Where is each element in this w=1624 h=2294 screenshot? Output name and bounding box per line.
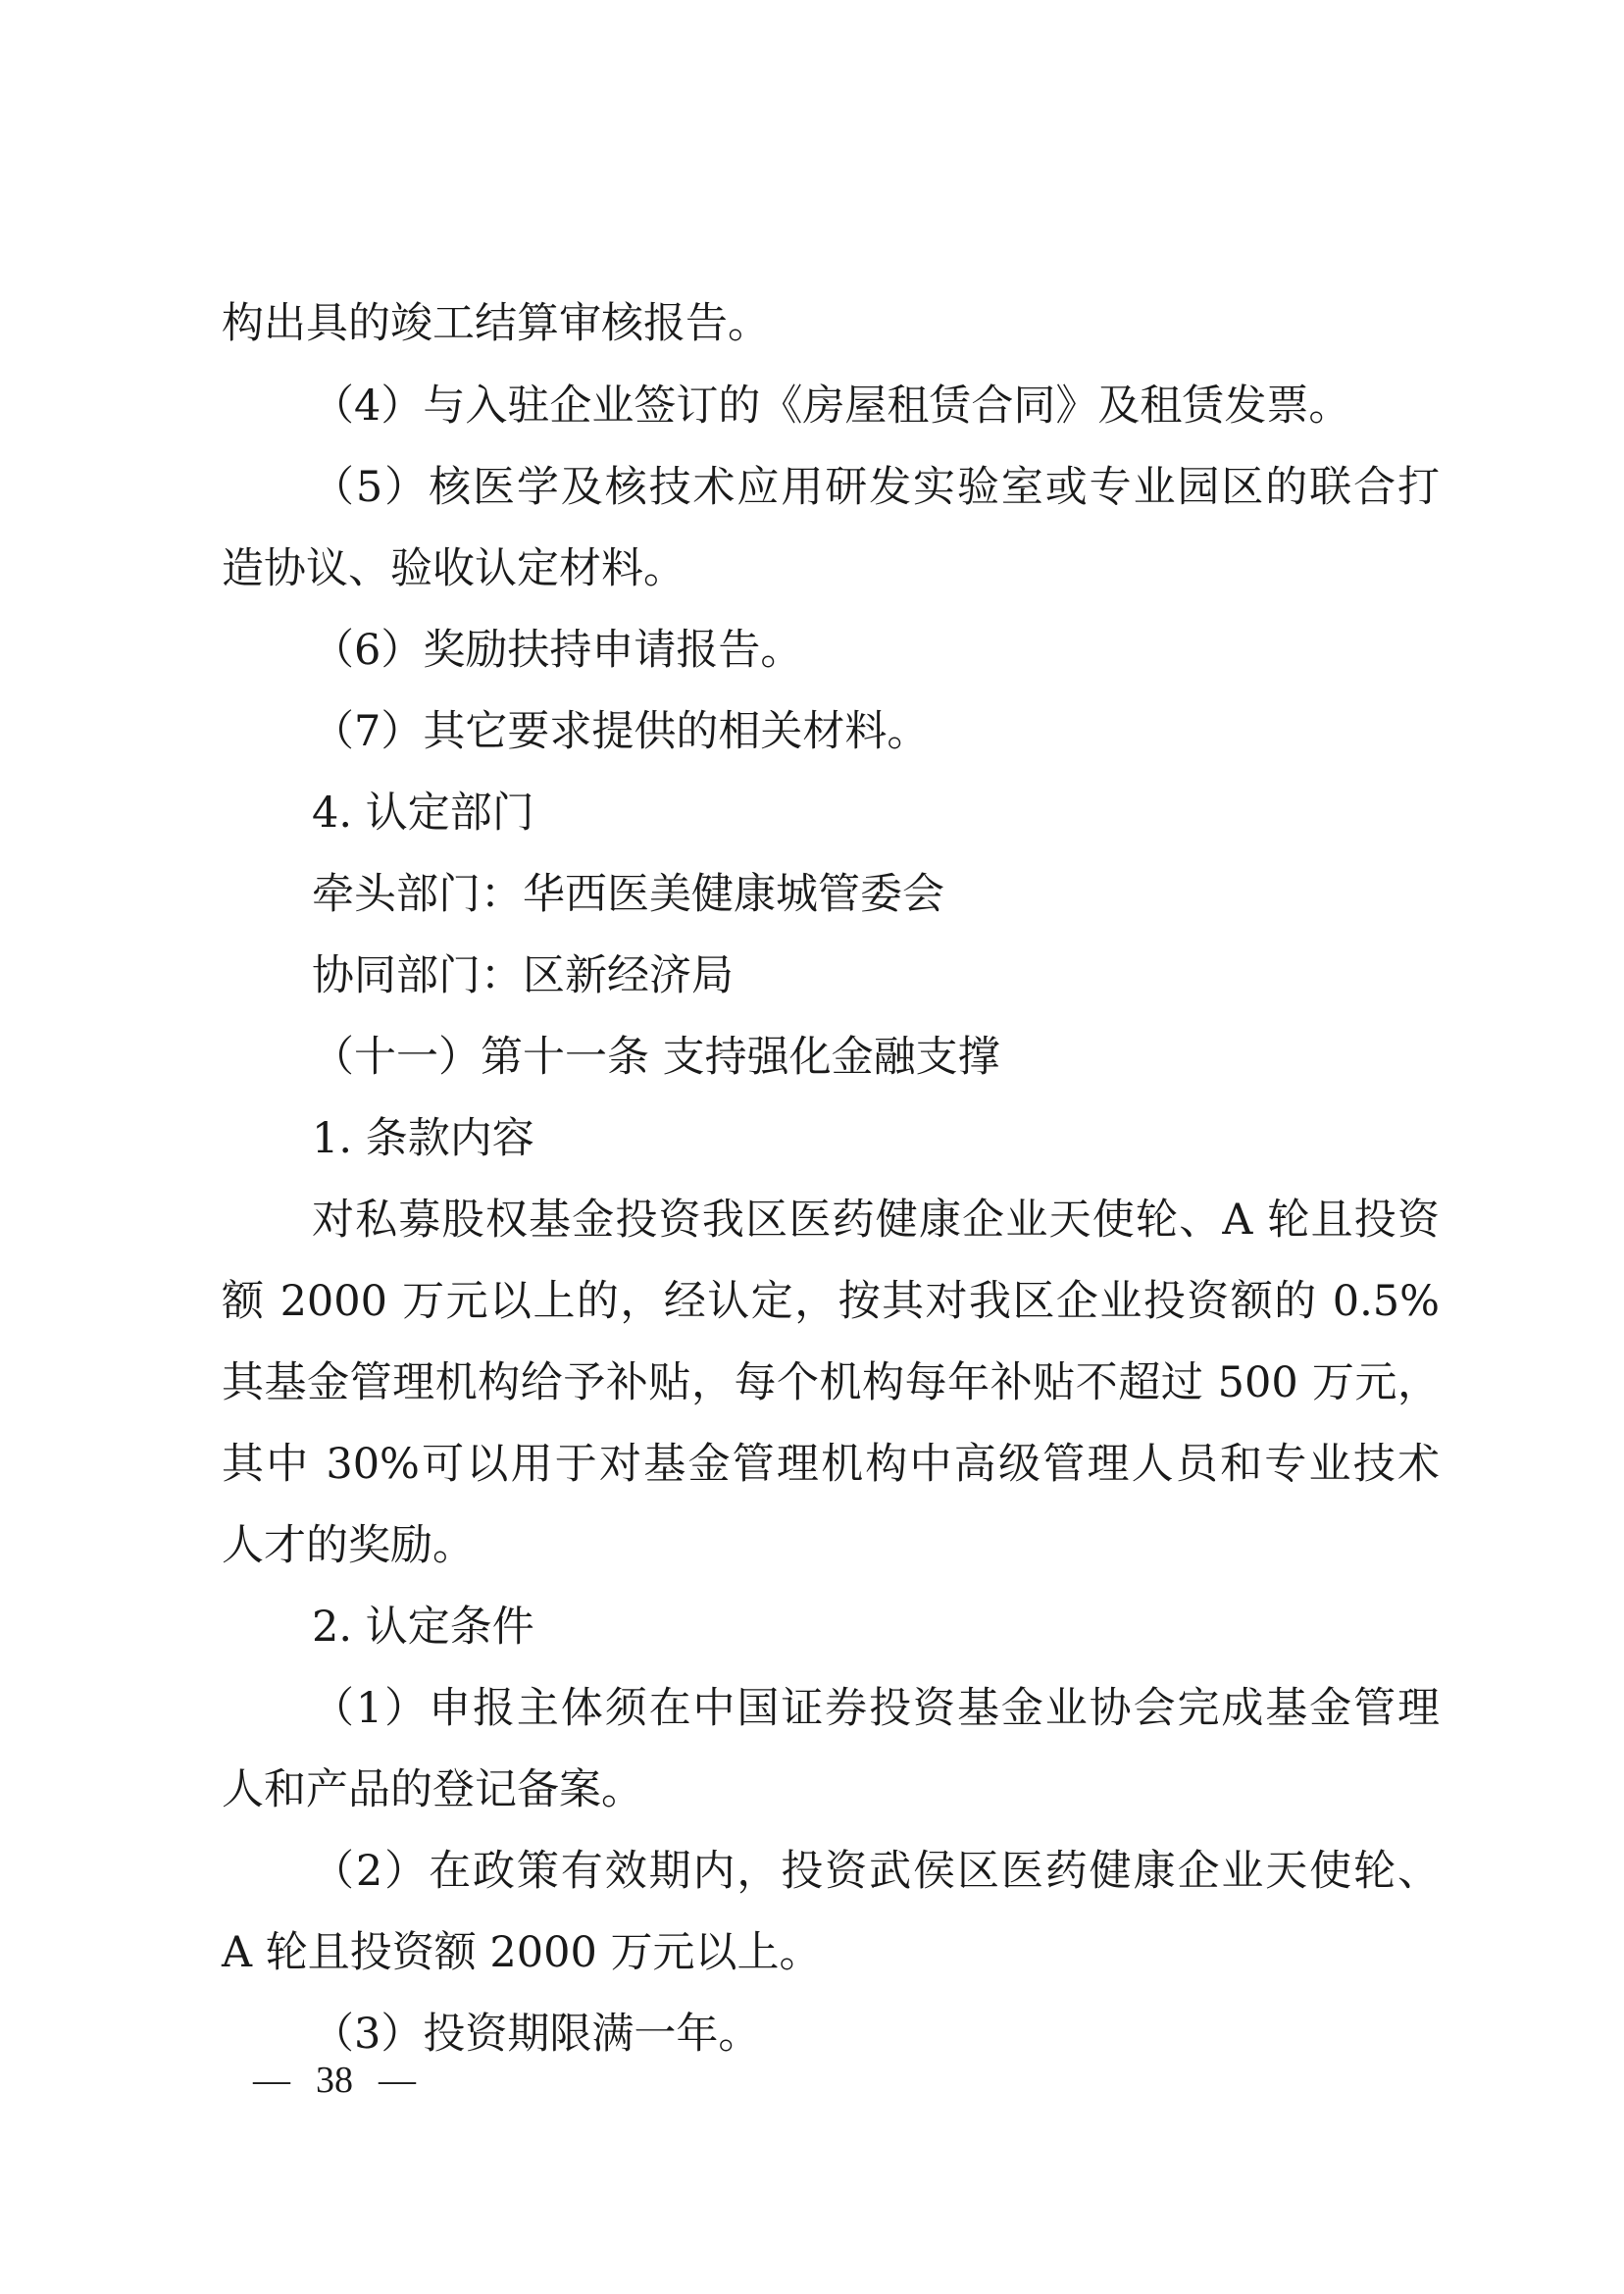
list-item: （3）投资期限满一年。 xyxy=(312,2010,761,2059)
footer-dash-left: — xyxy=(253,2060,290,2101)
footer-dash-right: — xyxy=(379,2060,416,2101)
paragraph-line: 其基金管理机构给予补贴，每个机构每年补贴不超过 500 万元， xyxy=(222,1358,1440,1407)
section-heading: 1. 条款内容 xyxy=(312,1114,534,1163)
text-line: 牵头部门：华西医美健康城管委会 xyxy=(312,870,944,919)
paragraph-line: 额 2000 万元以上的，经认定，按其对我区企业投资额的 0.5% xyxy=(222,1277,1440,1326)
list-item: （5）核医学及核技术应用研发实验室或专业园区的联合打 xyxy=(312,463,1440,512)
paragraph-line: 对私募股权基金投资我区医药健康企业天使轮、A 轮且投资 xyxy=(312,1196,1440,1245)
list-item-continuation: 人和产品的登记备案。 xyxy=(222,1765,643,1814)
section-heading: 4. 认定部门 xyxy=(312,789,534,838)
paragraph-line: 人才的奖励。 xyxy=(222,1521,475,1570)
list-item: （7）其它要求提供的相关材料。 xyxy=(312,707,930,756)
list-item: （2）在政策有效期内，投资武侯区医药健康企业天使轮、 xyxy=(312,1847,1440,1896)
article-heading: （十一）第十一条 支持强化金融支撑 xyxy=(312,1033,1000,1082)
text-line: 造协议、验收认定材料。 xyxy=(222,544,685,593)
page-footer xyxy=(253,2056,416,2105)
list-item: （4）与入驻企业签订的《房屋租赁合同》及租赁发票。 xyxy=(312,382,1351,431)
list-item: （6）奖励扶持申请报告。 xyxy=(312,626,803,675)
list-item: （1）申报主体须在中国证券投资基金业协会完成基金管理 xyxy=(312,1684,1440,1733)
page-number: 38 xyxy=(316,2060,353,2101)
list-item-continuation: A 轮且投资额 2000 万元以上。 xyxy=(222,1928,822,1977)
text-line: 构出具的竣工结算审核报告。 xyxy=(222,299,770,348)
paragraph-line: 其中 30%可以用于对基金管理机构中高级管理人员和专业技术 xyxy=(222,1440,1440,1489)
text-line: 协同部门：区新经济局 xyxy=(312,951,734,1000)
section-heading: 2. 认定条件 xyxy=(312,1603,534,1652)
